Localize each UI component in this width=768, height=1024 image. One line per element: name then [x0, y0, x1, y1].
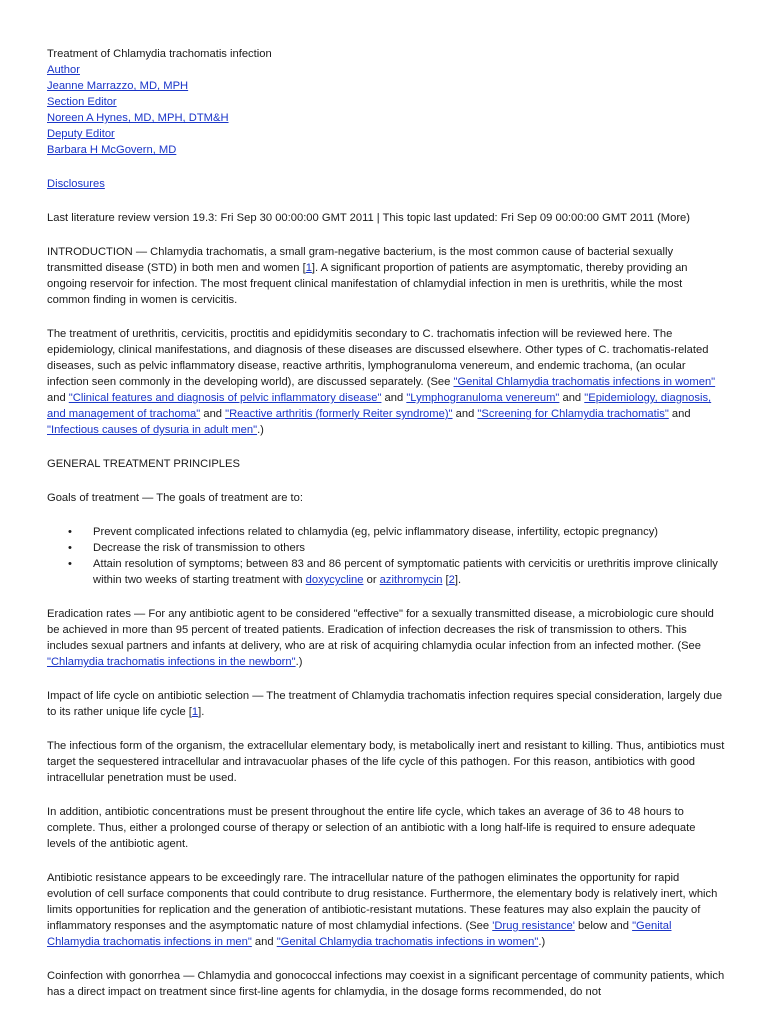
link-genital-chlamydia-women[interactable]: "Genital Chlamydia trachomatis infections in women" — [453, 376, 716, 388]
lifecycle-paragraph: Impact of life cycle on antibiotic selection — The treatment of Chlamydia trachomatis infection requires special consideration, largely due to its rather unique life cycle [1]. — [47, 690, 723, 718]
link-lymphogranuloma-venereum[interactable]: "Lymphogranuloma venereum" — [406, 392, 560, 404]
link-dysuria-men[interactable]: "Infectious causes of dysuria in adult men" — [47, 424, 258, 436]
goals-list — [47, 524, 727, 588]
coinfection-paragraph: Coinfection with gonorrhea — Chlamydia and gonococcal infections may coexist in a significant percentage of community patients, which has a direct impact on treatment since first-line agents for chlamydia, in the dosage forms recommended, do not — [47, 970, 725, 998]
article-title: Treatment of Chlamydia trachomatis infection — [47, 48, 272, 60]
link-screening-chlamydia[interactable]: "Screening for Chlamydia trachomatis" — [477, 408, 669, 420]
link-pelvic-inflammatory-disease[interactable]: "Clinical features and diagnosis of pelvic inflammatory disease" — [68, 392, 382, 404]
list-item: • Decrease the risk of transmission to others — [68, 542, 306, 554]
bullet-icon: • — [68, 558, 72, 570]
author-name-link[interactable]: Jeanne Marrazzo, MD, MPH — [47, 80, 189, 92]
link-chlamydia-newborn[interactable]: "Chlamydia trachomatis infections in the newborn" — [47, 656, 296, 668]
bullet-icon: • — [68, 542, 72, 554]
link-trachoma[interactable]: "Epidemiology, diagnosis, and management of trachoma" — [47, 392, 712, 420]
link-azithromycin[interactable]: azithromycin — [379, 574, 443, 586]
reference-link[interactable]: 1 — [305, 262, 312, 274]
infectious-paragraph: The infectious form of the organism, the extracellular elementary body, is metabolically inert and resistant to killing. Thus, antibiotics must target the sequestered intracellular and intravacuolar phases of the life cycle of this pathogen. For this reason, antibiotics with good intracellular penetration must be used. — [47, 740, 725, 784]
link-doxycycline[interactable]: doxycycline — [305, 574, 364, 586]
section-heading: GENERAL TREATMENT PRINCIPLES — [47, 458, 240, 470]
review-info — [47, 210, 727, 226]
bullet-icon: • — [68, 526, 72, 538]
link-genital-chlamydia-women[interactable]: "Genital Chlamydia trachomatis infections in women" — [276, 936, 539, 948]
author-link[interactable]: Author — [47, 64, 80, 76]
link-drug-resistance[interactable]: 'Drug resistance' — [492, 920, 575, 932]
deputy-editor-name-link[interactable]: Barbara H McGovern, MD — [47, 144, 177, 156]
review-dates: Last literature review version 19.3: Fri Sep 30 00:00:00 GMT 2011 | This topic last updated: Fri Sep 09 00:00:00 GMT 2011 — [47, 212, 654, 224]
link-reactive-arthritis[interactable]: "Reactive arthritis (formerly Reiter syndrome)" — [225, 408, 453, 420]
section-editor-link[interactable]: Section Editor — [47, 96, 117, 108]
intro-paragraph: INTRODUCTION — Chlamydia trachomatis, a small gram-negative bacterium, is the most common cause of bacterial sexually transmitted disease (STD) in both men and women [1]. A significant proportion of patients are asymptomatic, thereby providing an ongoing reservoir for infection. The most frequent clinical manifestation of chlamydial infection in men is urethritis, while the most common finding in women is cervicitis. — [47, 246, 688, 306]
list-item: • Attain resolution of symptoms; between 83 and 86 percent of symptomatic patients with cervicitis or urethritis improve clinically within two weeks of starting treatment with doxycycline or azithromycin [2]. — [68, 558, 718, 586]
goals-intro: Goals of treatment — The goals of treatment are to: — [47, 492, 303, 504]
disclosures-link[interactable]: Disclosures — [47, 178, 105, 190]
reference-link[interactable]: 2 — [448, 574, 455, 586]
link-genital-chlamydia-men[interactable]: "Genital Chlamydia trachomatis infections in men" — [47, 920, 672, 948]
scope-paragraph: The treatment of urethritis, cervicitis, proctitis and epididymitis secondary to C. trachomatis infection will be reviewed here. The epidemiology, clinical manifestations, and diagnosis of these diseases are discussed elsewhere. Other types of C. trachomatis-related diseases, such as pelvic inflammatory disease, reactive arthritis, lymphogranuloma venereum, and endemic trachoma, (an ocular infection seen commonly in the developing world), are discussed separately. (See "Genital Chlamydia trachomatis infections in women" and "Clinical features and diagnosis of pelvic inflammatory disease" and "Lymphogranuloma venereum" and "Epidemiology, diagnosis, and management of trachoma" and "Reactive arthritis (formerly Reiter syndrome)" and "Screening for Chlamydia trachomatis" and "Infectious causes of dysuria in adult men".) — [47, 328, 716, 436]
eradication-paragraph: Eradication rates — For any antibiotic agent to be considered "effective" for a sexually transmitted disease, a microbiologic cure should be achieved in more than 95 percent of treated patients. Eradication of infection decreases the risk of transmission to others. This includes sexual partners and infants at delivery, who are at risk of acquiring chlamydia ocular infection from an infected mother. (See "Chlamydia trachomatis infections in the newborn".) — [47, 608, 714, 668]
reference-link[interactable]: 1 — [191, 706, 199, 718]
resistance-paragraph: Antibiotic resistance appears to be exceedingly rare. The intracellular nature of the pathogen eliminates the opportunity for rapid evolution of cell surface components that could contribute to drug resistance. Furthermore, the elementary body is relatively inert, which limits opportunities for replication and the generation of antibiotic-resistant mutations. These features may also explain the paucity of inflammatory responses and the asymptomatic nature of most chlamydial infections. (See 'Drug resistance' below and "Genital Chlamydia trachomatis infections in men" and "Genital Chlamydia trachomatis infections in women".) — [47, 872, 718, 948]
document-body — [47, 46, 727, 1000]
section-editor-name-link[interactable]: Noreen A Hynes, MD, MPH, DTM&H — [47, 112, 229, 124]
list-item: • Prevent complicated infections related to chlamydia (eg, pelvic inflammatory disease, infertility, ectopic pregnancy) — [68, 526, 659, 538]
deputy-editor-link[interactable]: Deputy Editor — [47, 128, 115, 140]
concentration-paragraph: In addition, antibiotic concentrations must be present throughout the entire life cycle, which takes an average of 36 to 48 hours to complete. Thus, either a prolonged course of therapy or selection of an antibiotic with a long half-life is required to ensure adequate levels of the antibiotic agent. — [47, 806, 696, 850]
more-toggle[interactable]: (More) — [657, 212, 691, 224]
